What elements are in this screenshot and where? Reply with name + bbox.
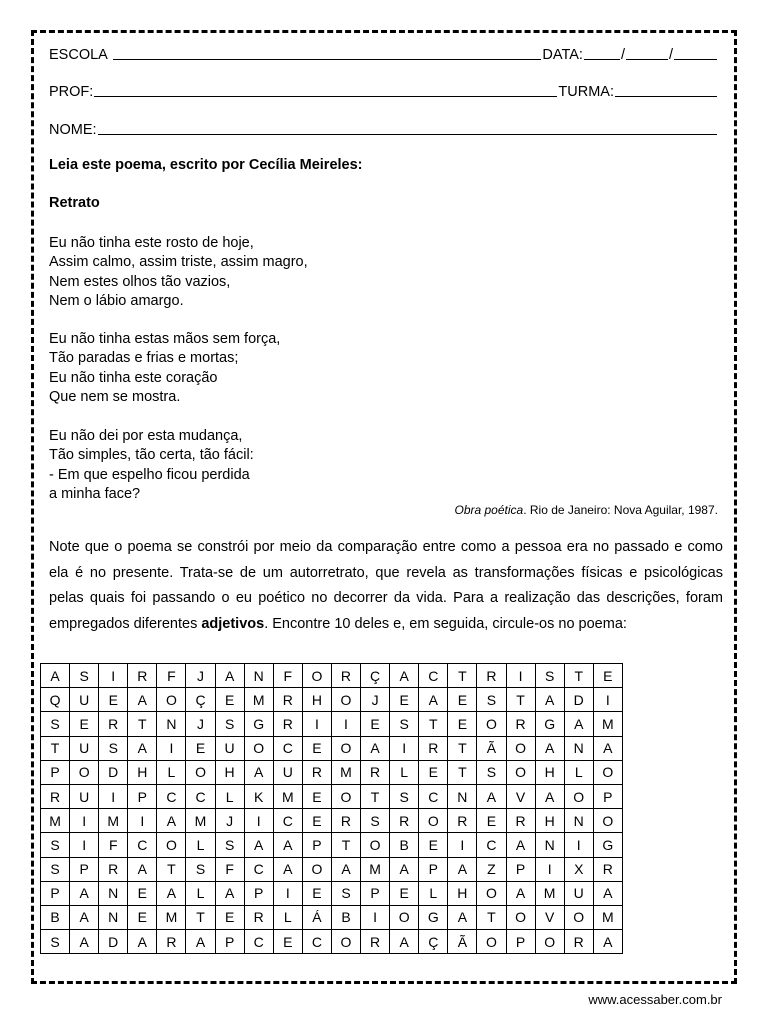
grid-cell[interactable]: I bbox=[244, 809, 273, 833]
grid-cell[interactable]: T bbox=[361, 784, 390, 808]
grid-cell[interactable]: E bbox=[99, 688, 128, 712]
name-line bbox=[49, 122, 718, 138]
grid-cell[interactable]: R bbox=[331, 809, 360, 833]
grid-cell[interactable]: A bbox=[244, 760, 273, 784]
grid-cell[interactable]: A bbox=[70, 905, 99, 929]
grid-cell[interactable]: F bbox=[273, 664, 302, 688]
grid-cell[interactable]: A bbox=[41, 664, 70, 688]
poem-stanza bbox=[49, 330, 280, 407]
date-label: DATA: bbox=[542, 47, 583, 63]
grid-cell[interactable]: O bbox=[506, 760, 535, 784]
grid-cell[interactable]: M bbox=[593, 905, 622, 929]
school-field[interactable] bbox=[113, 47, 542, 60]
grid-cell[interactable]: K bbox=[244, 784, 273, 808]
grid-cell[interactable]: A bbox=[535, 736, 564, 760]
instructions-text: Note que o poema se constrói por meio da comparação entre como a pessoa era no passado e como ela é no presente. Trata-se de um autorretrato, que revela as transformações físicas e psicológicas pelas quais foi passando o eu poético no decorrer da vida. Para a realização das descrições, foram empregados diferentes bbox=[49, 539, 723, 632]
grid-cell[interactable]: I bbox=[128, 809, 157, 833]
grid-cell[interactable]: J bbox=[186, 712, 215, 736]
grid-cell[interactable]: X bbox=[564, 857, 593, 881]
poem-title: Retrato bbox=[49, 195, 100, 211]
poem-line: Assim calmo, assim triste, assim magro, bbox=[49, 254, 308, 271]
poem-stanza bbox=[49, 427, 254, 504]
prof-label: PROF: bbox=[49, 84, 94, 100]
date-separator: / bbox=[620, 47, 625, 63]
grid-row bbox=[41, 833, 623, 857]
grid-cell[interactable]: O bbox=[70, 760, 99, 784]
grid-cell[interactable]: F bbox=[99, 833, 128, 857]
grid-cell[interactable]: O bbox=[477, 881, 506, 905]
grid-cell[interactable]: R bbox=[593, 857, 622, 881]
prof-class-line bbox=[49, 84, 718, 100]
grid-cell[interactable]: I bbox=[99, 784, 128, 808]
poem-line: a minha face? bbox=[49, 485, 141, 502]
grid-cell[interactable]: N bbox=[99, 881, 128, 905]
grid-cell[interactable]: J bbox=[186, 664, 215, 688]
grid-cell[interactable]: D bbox=[99, 930, 128, 954]
grid-cell[interactable]: A bbox=[506, 881, 535, 905]
grid-cell[interactable]: E bbox=[477, 809, 506, 833]
grid-cell[interactable]: R bbox=[564, 930, 593, 954]
grid-cell[interactable]: O bbox=[331, 784, 360, 808]
grid-cell[interactable]: N bbox=[448, 784, 477, 808]
grid-cell[interactable]: C bbox=[273, 736, 302, 760]
grid-cell[interactable]: O bbox=[331, 688, 360, 712]
grid-cell[interactable]: B bbox=[331, 905, 360, 929]
grid-row bbox=[41, 905, 623, 929]
grid-cell[interactable]: T bbox=[448, 736, 477, 760]
name-label: NOME: bbox=[49, 122, 97, 138]
grid-row bbox=[41, 930, 623, 954]
grid-cell[interactable]: O bbox=[186, 760, 215, 784]
grid-cell[interactable]: S bbox=[70, 664, 99, 688]
grid-cell[interactable]: E bbox=[419, 833, 448, 857]
grid-cell[interactable]: V bbox=[506, 784, 535, 808]
grid-cell[interactable]: I bbox=[331, 712, 360, 736]
grid-cell[interactable]: A bbox=[564, 712, 593, 736]
poem-stanza bbox=[49, 234, 308, 311]
grid-cell[interactable]: E bbox=[448, 712, 477, 736]
grid-cell[interactable]: T bbox=[186, 905, 215, 929]
grid-cell[interactable]: A bbox=[390, 664, 419, 688]
grid-cell[interactable]: E bbox=[302, 881, 331, 905]
grid-cell[interactable]: P bbox=[506, 857, 535, 881]
grid-cell[interactable]: O bbox=[564, 905, 593, 929]
grid-cell[interactable]: E bbox=[390, 688, 419, 712]
grid-cell[interactable]: T bbox=[41, 736, 70, 760]
grid-row bbox=[41, 809, 623, 833]
grid-cell[interactable]: F bbox=[157, 664, 186, 688]
grid-cell[interactable]: L bbox=[186, 833, 215, 857]
school-date-line bbox=[49, 47, 718, 63]
grid-cell[interactable]: D bbox=[99, 760, 128, 784]
grid-cell[interactable]: O bbox=[506, 905, 535, 929]
grid-cell[interactable]: Ã bbox=[448, 930, 477, 954]
grid-cell[interactable]: C bbox=[419, 664, 448, 688]
grid-cell[interactable]: I bbox=[535, 857, 564, 881]
grid-cell[interactable]: C bbox=[273, 809, 302, 833]
grid-cell[interactable]: A bbox=[186, 930, 215, 954]
grid-cell[interactable]: M bbox=[273, 784, 302, 808]
grid-cell[interactable]: M bbox=[157, 905, 186, 929]
grid-cell[interactable]: E bbox=[128, 905, 157, 929]
grid-cell[interactable]: R bbox=[361, 930, 390, 954]
grid-cell[interactable]: A bbox=[390, 857, 419, 881]
grid-cell[interactable]: E bbox=[70, 712, 99, 736]
poem-line: - Em que espelho ficou perdida bbox=[49, 466, 250, 483]
poem-line: Tão paradas e frias e mortas; bbox=[49, 350, 239, 367]
grid-cell[interactable]: C bbox=[244, 930, 273, 954]
school-label: ESCOLA bbox=[49, 47, 108, 63]
grid-cell[interactable]: A bbox=[128, 930, 157, 954]
grid-row bbox=[41, 857, 623, 881]
grid-cell[interactable]: A bbox=[215, 664, 244, 688]
grid-cell[interactable]: I bbox=[506, 664, 535, 688]
grid-cell[interactable]: O bbox=[477, 930, 506, 954]
poem-line: Eu não tinha este coração bbox=[49, 369, 218, 386]
poem-line: Nem o lábio amargo. bbox=[49, 292, 184, 309]
grid-cell[interactable]: S bbox=[390, 712, 419, 736]
grid-cell[interactable]: A bbox=[244, 833, 273, 857]
grid-cell[interactable]: C bbox=[419, 784, 448, 808]
grid-cell[interactable]: B bbox=[41, 905, 70, 929]
poem-line: Eu não tinha estas mãos sem força, bbox=[49, 331, 281, 347]
grid-cell[interactable]: O bbox=[506, 736, 535, 760]
grid-cell[interactable]: S bbox=[535, 664, 564, 688]
grid-cell[interactable]: O bbox=[157, 833, 186, 857]
grid-cell[interactable]: L bbox=[564, 760, 593, 784]
grid-cell[interactable]: T bbox=[564, 664, 593, 688]
grid-cell[interactable]: O bbox=[331, 930, 360, 954]
poem-line: Eu não dei por esta mudança, bbox=[49, 428, 243, 444]
grid-cell[interactable]: E bbox=[302, 784, 331, 808]
grid-cell[interactable]: M bbox=[535, 881, 564, 905]
grid-cell[interactable]: A bbox=[331, 857, 360, 881]
grid-cell[interactable]: R bbox=[506, 712, 535, 736]
grid-row bbox=[41, 688, 623, 712]
grid-cell[interactable]: T bbox=[419, 712, 448, 736]
grid-cell[interactable]: O bbox=[390, 905, 419, 929]
grid-cell[interactable]: C bbox=[302, 930, 331, 954]
grid-cell[interactable]: R bbox=[506, 809, 535, 833]
grid-cell[interactable]: R bbox=[99, 857, 128, 881]
poem-line: Que nem se mostra. bbox=[49, 388, 181, 405]
grid-cell[interactable]: A bbox=[448, 905, 477, 929]
grid-cell[interactable]: I bbox=[564, 833, 593, 857]
grid-cell[interactable]: L bbox=[390, 760, 419, 784]
grid-cell[interactable]: N bbox=[244, 664, 273, 688]
grid-cell[interactable]: A bbox=[273, 857, 302, 881]
date-separator: / bbox=[668, 47, 673, 63]
grid-cell[interactable]: J bbox=[361, 688, 390, 712]
intro-text: Leia este poema, escrito por Cecília Meireles: bbox=[49, 157, 363, 173]
grid-cell[interactable]: A bbox=[419, 688, 448, 712]
grid-cell[interactable]: H bbox=[535, 760, 564, 784]
grid-cell[interactable]: A bbox=[535, 688, 564, 712]
grid-cell[interactable]: E bbox=[128, 881, 157, 905]
worksheet-border bbox=[31, 30, 737, 984]
grid-cell[interactable]: P bbox=[70, 857, 99, 881]
grid-cell[interactable]: A bbox=[477, 784, 506, 808]
grid-cell[interactable]: T bbox=[128, 712, 157, 736]
grid-cell[interactable]: C bbox=[477, 833, 506, 857]
grid-cell[interactable]: A bbox=[128, 857, 157, 881]
grid-row bbox=[41, 881, 623, 905]
grid-cell[interactable]: N bbox=[99, 905, 128, 929]
grid-cell[interactable]: N bbox=[157, 712, 186, 736]
grid-cell[interactable]: I bbox=[390, 736, 419, 760]
grid-cell[interactable]: H bbox=[448, 881, 477, 905]
grid-cell[interactable]: S bbox=[215, 712, 244, 736]
grid-cell[interactable]: L bbox=[273, 905, 302, 929]
grid-cell[interactable]: S bbox=[41, 833, 70, 857]
grid-row bbox=[41, 664, 623, 688]
grid-cell[interactable]: P bbox=[244, 881, 273, 905]
source-details: . Rio de Janeiro: Nova Aguilar, 1987. bbox=[523, 503, 718, 517]
grid-cell[interactable]: Ç bbox=[361, 664, 390, 688]
grid-cell[interactable]: G bbox=[593, 833, 622, 857]
grid-cell[interactable]: A bbox=[593, 881, 622, 905]
grid-cell[interactable]: P bbox=[41, 760, 70, 784]
grid-cell[interactable]: E bbox=[390, 881, 419, 905]
grid-cell[interactable]: H bbox=[535, 809, 564, 833]
grid-cell[interactable]: N bbox=[564, 736, 593, 760]
grid-cell[interactable]: R bbox=[41, 784, 70, 808]
grid-cell[interactable]: T bbox=[477, 905, 506, 929]
grid-cell[interactable]: T bbox=[157, 857, 186, 881]
grid-cell[interactable]: P bbox=[215, 930, 244, 954]
grid-cell[interactable]: Ã bbox=[477, 736, 506, 760]
grid-cell[interactable]: E bbox=[215, 688, 244, 712]
grid-cell[interactable]: T bbox=[331, 833, 360, 857]
grid-cell[interactable]: E bbox=[302, 809, 331, 833]
grid-cell[interactable]: H bbox=[128, 760, 157, 784]
grid-cell[interactable]: M bbox=[41, 809, 70, 833]
grid-cell[interactable]: P bbox=[419, 857, 448, 881]
grid-cell[interactable]: L bbox=[186, 881, 215, 905]
grid-cell[interactable]: Z bbox=[477, 857, 506, 881]
grid-cell[interactable]: G bbox=[419, 905, 448, 929]
grid-cell[interactable]: R bbox=[244, 905, 273, 929]
grid-cell[interactable]: A bbox=[128, 736, 157, 760]
grid-row bbox=[41, 784, 623, 808]
grid-row bbox=[41, 760, 623, 784]
grid-cell[interactable]: U bbox=[70, 736, 99, 760]
grid-cell[interactable]: U bbox=[70, 784, 99, 808]
grid-cell[interactable]: M bbox=[361, 857, 390, 881]
grid-cell[interactable]: E bbox=[593, 664, 622, 688]
grid-cell[interactable]: M bbox=[99, 809, 128, 833]
grid-cell[interactable]: I bbox=[70, 833, 99, 857]
grid-cell[interactable]: A bbox=[535, 784, 564, 808]
grid-cell[interactable]: L bbox=[419, 881, 448, 905]
grid-cell[interactable]: I bbox=[273, 881, 302, 905]
grid-cell[interactable]: O bbox=[477, 712, 506, 736]
grid-cell[interactable]: V bbox=[535, 905, 564, 929]
grid-cell[interactable]: A bbox=[128, 688, 157, 712]
grid-cell[interactable]: C bbox=[244, 857, 273, 881]
grid-cell[interactable]: O bbox=[419, 809, 448, 833]
instructions-keyword: adjetivos bbox=[201, 615, 265, 632]
grid-cell[interactable]: S bbox=[215, 833, 244, 857]
footer-url[interactable]: www.acessaber.com.br bbox=[588, 992, 722, 1007]
grid-cell[interactable]: S bbox=[99, 736, 128, 760]
grid-cell[interactable]: A bbox=[70, 930, 99, 954]
grid-cell[interactable]: A bbox=[593, 930, 622, 954]
grid-cell[interactable]: O bbox=[331, 736, 360, 760]
grid-cell[interactable]: H bbox=[302, 688, 331, 712]
grid-cell[interactable]: P bbox=[41, 881, 70, 905]
grid-cell[interactable]: A bbox=[448, 857, 477, 881]
grid-cell[interactable]: I bbox=[70, 809, 99, 833]
grid-cell[interactable]: O bbox=[361, 833, 390, 857]
grid-cell[interactable]: M bbox=[331, 760, 360, 784]
grid-cell[interactable]: C bbox=[128, 833, 157, 857]
grid-cell[interactable]: G bbox=[244, 712, 273, 736]
grid-cell[interactable]: O bbox=[244, 736, 273, 760]
prof-field[interactable] bbox=[94, 84, 557, 97]
grid-cell[interactable]: A bbox=[593, 736, 622, 760]
grid-cell[interactable]: O bbox=[564, 784, 593, 808]
grid-cell[interactable]: J bbox=[215, 809, 244, 833]
grid-cell[interactable]: E bbox=[215, 905, 244, 929]
grid-cell[interactable]: S bbox=[331, 881, 360, 905]
grid-cell[interactable]: U bbox=[273, 760, 302, 784]
grid-cell[interactable]: I bbox=[99, 664, 128, 688]
grid-cell[interactable]: E bbox=[448, 688, 477, 712]
grid-cell[interactable]: A bbox=[506, 833, 535, 857]
date-month-field[interactable] bbox=[626, 47, 668, 60]
grid-cell[interactable]: L bbox=[215, 784, 244, 808]
grid-cell[interactable]: S bbox=[390, 784, 419, 808]
class-label: TURMA: bbox=[558, 84, 614, 100]
grid-cell[interactable]: M bbox=[593, 712, 622, 736]
grid-cell[interactable]: E bbox=[302, 736, 331, 760]
grid-cell[interactable]: R bbox=[331, 664, 360, 688]
grid-cell[interactable]: R bbox=[448, 809, 477, 833]
grid-cell[interactable]: P bbox=[361, 881, 390, 905]
grid-cell[interactable]: M bbox=[186, 809, 215, 833]
grid-cell[interactable]: R bbox=[302, 760, 331, 784]
grid-cell[interactable]: N bbox=[564, 809, 593, 833]
instructions-text: . Encontre 10 deles e, em seguida, circule-os no poema: bbox=[264, 615, 627, 632]
grid-cell[interactable]: R bbox=[273, 712, 302, 736]
grid-cell[interactable]: R bbox=[99, 712, 128, 736]
grid-cell[interactable]: A bbox=[273, 833, 302, 857]
grid-cell[interactable]: P bbox=[593, 784, 622, 808]
grid-cell[interactable]: S bbox=[477, 688, 506, 712]
poem-source bbox=[454, 503, 718, 517]
grid-cell[interactable]: T bbox=[448, 760, 477, 784]
grid-cell[interactable]: A bbox=[361, 736, 390, 760]
grid-cell[interactable]: S bbox=[41, 712, 70, 736]
class-field[interactable] bbox=[615, 84, 717, 97]
grid-cell[interactable]: I bbox=[593, 688, 622, 712]
grid-cell[interactable]: P bbox=[128, 784, 157, 808]
grid-cell[interactable]: U bbox=[70, 688, 99, 712]
date-day-field[interactable] bbox=[584, 47, 620, 60]
grid-cell[interactable]: O bbox=[535, 930, 564, 954]
grid-cell[interactable]: M bbox=[244, 688, 273, 712]
grid-cell[interactable]: R bbox=[273, 688, 302, 712]
grid-cell[interactable]: A bbox=[157, 881, 186, 905]
grid-cell[interactable]: A bbox=[157, 809, 186, 833]
grid-cell[interactable]: O bbox=[302, 857, 331, 881]
poem-line: Eu não tinha este rosto de hoje, bbox=[49, 235, 254, 251]
grid-cell[interactable]: I bbox=[448, 833, 477, 857]
grid-cell[interactable]: L bbox=[157, 760, 186, 784]
grid-cell[interactable]: E bbox=[186, 736, 215, 760]
grid-cell[interactable]: A bbox=[215, 881, 244, 905]
grid-cell[interactable]: D bbox=[564, 688, 593, 712]
grid-cell[interactable]: U bbox=[564, 881, 593, 905]
grid-row bbox=[41, 712, 623, 736]
grid-cell[interactable]: U bbox=[215, 736, 244, 760]
source-title: Obra poética bbox=[454, 503, 524, 517]
grid-cell[interactable]: E bbox=[273, 930, 302, 954]
date-year-field[interactable] bbox=[674, 47, 717, 60]
grid-cell[interactable]: Ç bbox=[186, 688, 215, 712]
grid-cell[interactable]: O bbox=[302, 664, 331, 688]
grid-cell[interactable]: B bbox=[390, 833, 419, 857]
grid-cell[interactable]: O bbox=[593, 760, 622, 784]
grid-cell[interactable]: S bbox=[477, 760, 506, 784]
grid-cell[interactable]: A bbox=[390, 930, 419, 954]
grid-cell[interactable]: C bbox=[186, 784, 215, 808]
grid-cell[interactable]: P bbox=[506, 930, 535, 954]
name-field[interactable] bbox=[98, 122, 717, 135]
grid-cell[interactable]: F bbox=[215, 857, 244, 881]
grid-cell[interactable]: Á bbox=[302, 905, 331, 929]
grid-cell[interactable]: E bbox=[361, 712, 390, 736]
grid-cell[interactable]: R bbox=[361, 760, 390, 784]
grid-cell[interactable]: S bbox=[41, 930, 70, 954]
grid-cell[interactable]: P bbox=[302, 833, 331, 857]
grid-cell[interactable]: O bbox=[593, 809, 622, 833]
grid-cell[interactable]: T bbox=[506, 688, 535, 712]
grid-cell[interactable]: E bbox=[419, 760, 448, 784]
grid-cell[interactable]: C bbox=[157, 784, 186, 808]
grid-cell[interactable]: R bbox=[419, 736, 448, 760]
grid-cell[interactable]: I bbox=[361, 905, 390, 929]
grid-cell[interactable]: G bbox=[535, 712, 564, 736]
grid-cell[interactable]: I bbox=[302, 712, 331, 736]
grid-cell[interactable]: Ç bbox=[419, 930, 448, 954]
grid-cell[interactable]: R bbox=[390, 809, 419, 833]
grid-cell[interactable]: O bbox=[157, 688, 186, 712]
grid-cell[interactable]: S bbox=[41, 857, 70, 881]
grid-cell[interactable]: Q bbox=[41, 688, 70, 712]
grid-cell[interactable]: I bbox=[157, 736, 186, 760]
instructions-paragraph bbox=[49, 535, 723, 637]
grid-cell[interactable]: H bbox=[215, 760, 244, 784]
poem-line: Tão simples, tão certa, tão fácil: bbox=[49, 447, 254, 464]
grid-cell[interactable]: A bbox=[70, 881, 99, 905]
grid-cell[interactable]: T bbox=[448, 664, 477, 688]
grid-cell[interactable]: R bbox=[157, 930, 186, 954]
grid-cell[interactable]: N bbox=[535, 833, 564, 857]
grid-cell[interactable]: R bbox=[128, 664, 157, 688]
grid-cell[interactable]: R bbox=[477, 664, 506, 688]
grid-cell[interactable]: S bbox=[361, 809, 390, 833]
grid-cell[interactable]: S bbox=[186, 857, 215, 881]
word-search-grid bbox=[40, 663, 623, 954]
grid-row bbox=[41, 736, 623, 760]
poem-line: Nem estes olhos tão vazios, bbox=[49, 273, 231, 290]
